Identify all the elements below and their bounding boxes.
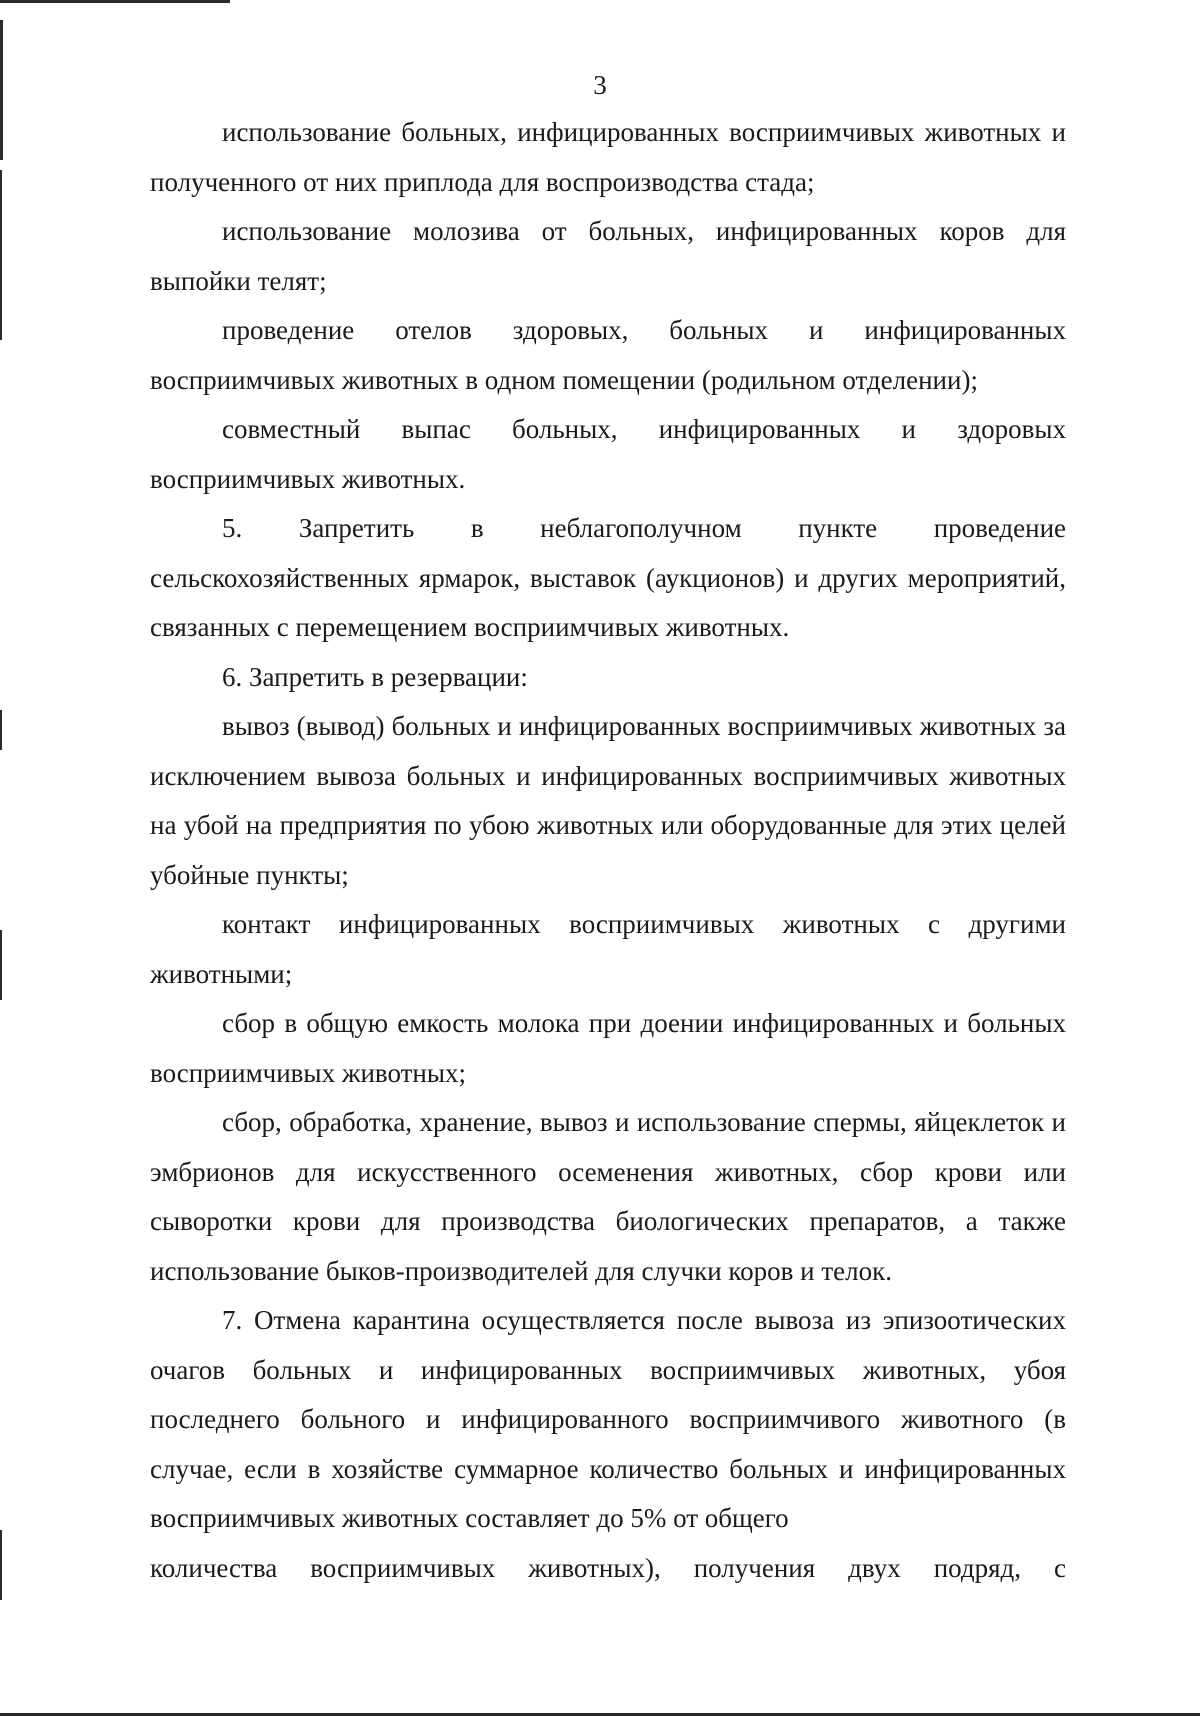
paragraph: вывоз (вывод) больных и инфицированных восприимчивых животных за исключением вывоза больных и инфицированных восприимчивых животных на убой на предприятия по убою животных или оборудованные для этих целей убойные пункты;	[150, 711, 1066, 890]
paragraph-continuation: количества восприимчивых животных), получения двух подряд, с	[150, 1552, 1066, 1583]
paragraph: совместный выпас больных, инфицированных и здоровых восприимчивых животных.	[150, 414, 1066, 494]
scan-edge-left-4	[0, 930, 2, 1000]
paragraph: контакт инфицированных восприимчивых животных с другими животными;	[150, 909, 1066, 989]
scan-edge-left-2	[0, 170, 2, 340]
paragraph: 6. Запретить в резервации:	[222, 661, 528, 692]
scan-edge-left-3	[0, 710, 2, 750]
page-number: 3	[593, 70, 607, 100]
paragraph: использование молозива от больных, инфицированных коров для выпойки телят;	[150, 216, 1066, 296]
paragraph: проведение отелов здоровых, больных и инфицированных восприимчивых животных в одном помещении (родильном отделении);	[150, 315, 1066, 395]
paragraph: 5. Запретить в неблагополучном пункте проведение сельскохозяйственных ярмарок, выставок (аукционов) и других мероприятий, связанных с перемещением восприимчивых животных.	[150, 513, 1066, 642]
paragraph: 7. Отмена карантина осуществляется после вывоза из эпизоотических очагов больных и инфицированных восприимчивых животных, убоя последнего больного и инфицированного восприимчивого животного (в случае, если в хозяйстве суммарное количество больных и инфицированных восприимчивых животных составляет до 5% от общего	[150, 1305, 1066, 1533]
paragraph: сбор в общую емкость молока при доении инфицированных и больных восприимчивых животных;	[150, 1008, 1066, 1088]
paragraph: использование больных, инфицированных восприимчивых животных и полученного от них приплода для воспроизводства стада;	[150, 117, 1066, 197]
document-body	[150, 108, 1066, 1593]
scan-edge-top	[0, 0, 230, 3]
paragraph: сбор, обработка, хранение, вывоз и использование спермы, яйцеклеток и эмбрионов для искусственного осеменения животных, сбор крови или сыворотки крови для производства биологических препаратов, а также использование быков-производителей для случки коров и телок.	[150, 1107, 1066, 1286]
scan-edge-left-5	[0, 1530, 2, 1600]
